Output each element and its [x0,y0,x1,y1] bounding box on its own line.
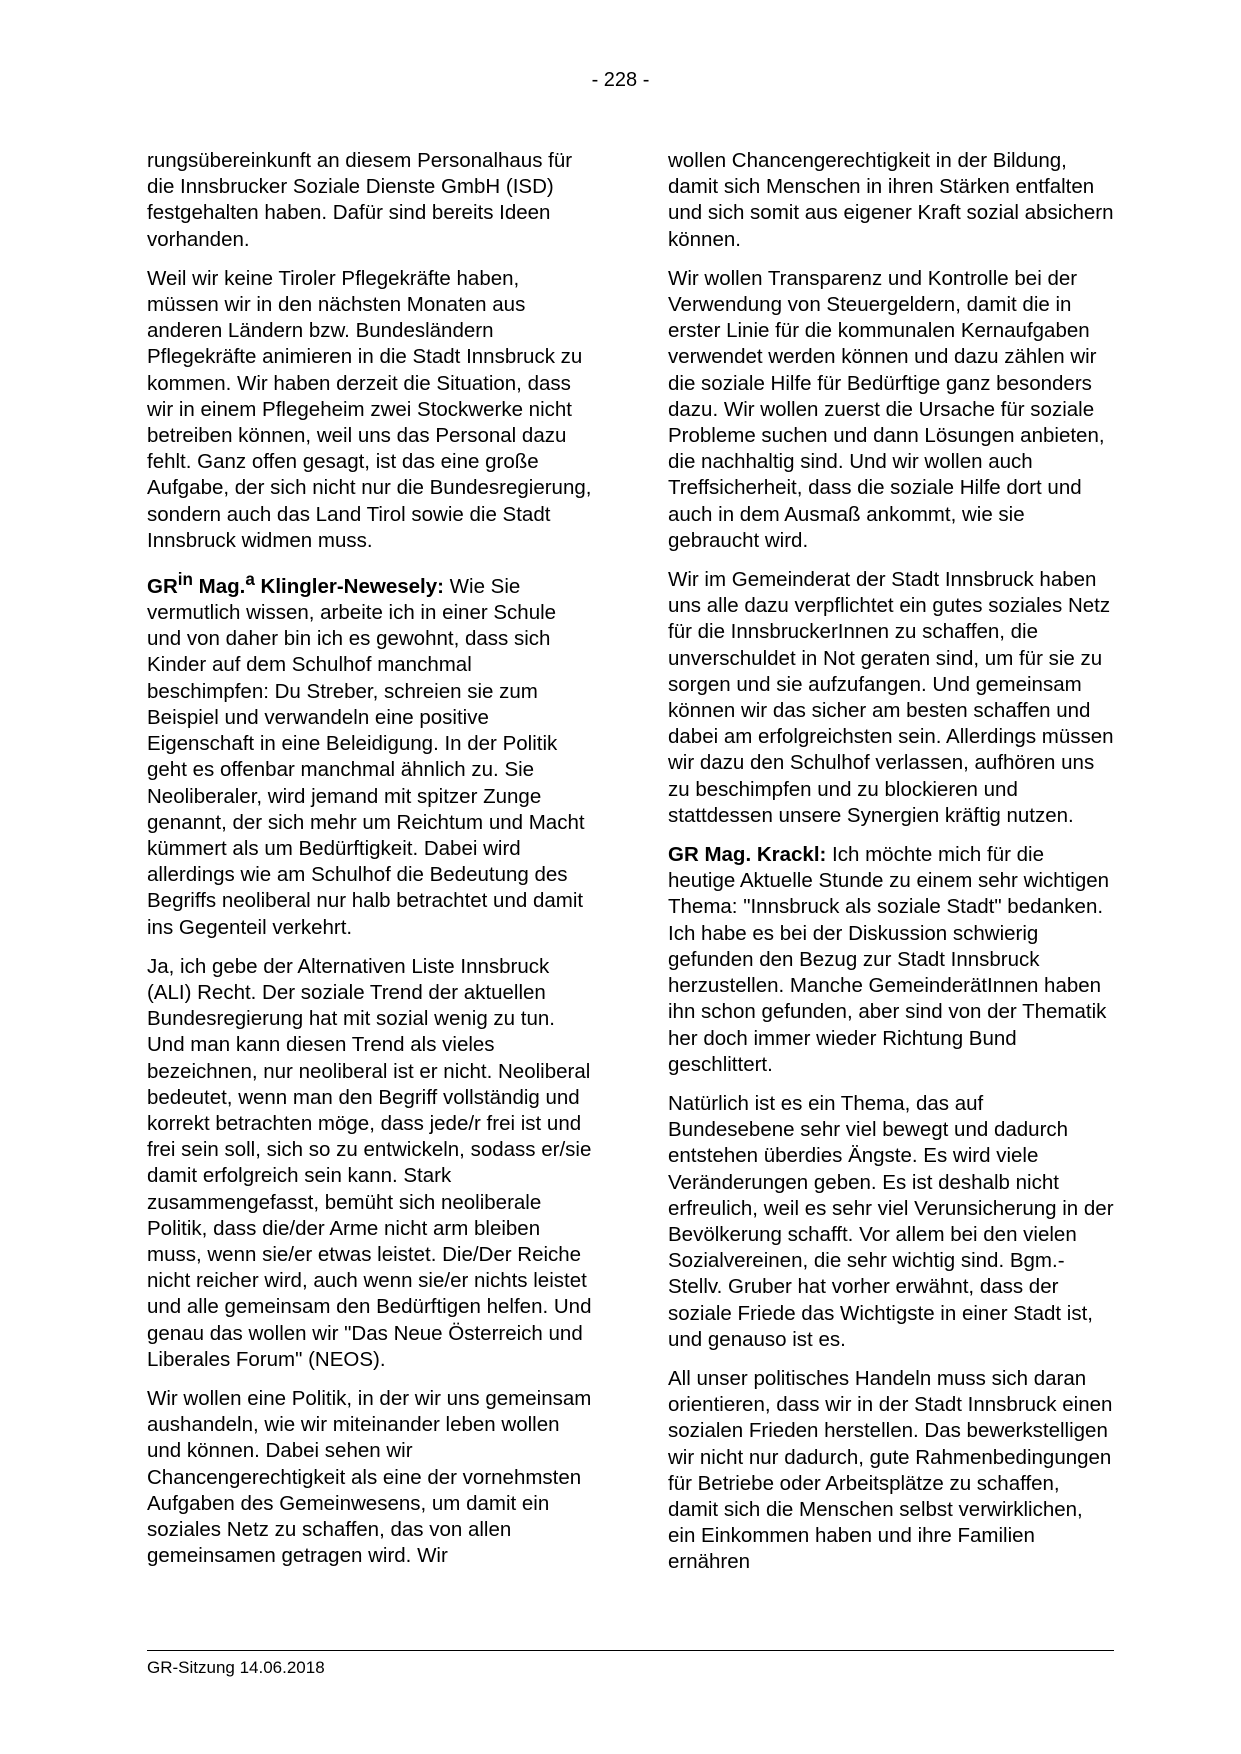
paragraph: Ja, ich gebe der Alternativen Liste Innsbruck (ALI) Recht. Der soziale Trend der aktuellen Bundesregierung hat mit sozial wenig zu tun. Und man kann diesen Trend als vieles bezeichnen, nur neoliberal ist er nicht. Neoliberal bedeutet, wenn man den Begriff vollständig und korrekt betrachten möge, dass jede/r frei ist und frei sein soll, sich so zu entwickeln, sodass er/sie damit erfolgreich sein kann. Stark zusammengefasst, bemüht sich neoliberale Politik, dass die/der Arme nicht arm bleiben muss, wenn sie/er etwas leistet. Die/Der Reiche nicht reicher wird, auch wenn sie/er nichts leistet und alle gemeinsam den Bedürftigen helfen. Und genau das wollen wir "Das Neue Österreich und Liberales Forum" (NEOS). [147,954,592,1371]
speech-paragraph [668,842,1114,1078]
paragraph: Wir wollen eine Politik, in der wir uns gemeinsam aushandeln, wie wir miteinander leben wollen und können. Dabei sehen wir Chancengerechtigkeit als eine der vornehmsten Aufgaben des Gemeinwesens, um damit ein soziales Netz zu schaffen, das von allen gemeinsamen getragen wird. Wir [147,1386,592,1568]
paragraph: All unser politisches Handeln muss sich daran orientieren, dass wir in der Stadt Innsbruck einen sozialen Frieden herstellen. Das bewerkstelligen wir nicht nur dadurch, gute Rahmenbedingungen für Betriebe oder Arbeitsplätze zu schaffen, damit sich die Menschen selbst verwirklichen, ein Einkommen haben und ihre Familien ernähren [668,1366,1113,1574]
paragraph: Natürlich ist es ein Thema, das auf Bundesebene sehr viel bewegt und dadurch entstehen überdies Ängste. Es wird viele Veränderungen geben. Es ist deshalb nicht erfreulich, weil es sehr viel Verunsicherung in der Bevölkerung schafft. Vor allem bei den vielen Sozialvereinen, die sehr wichtig sind. Bgm.-Stellv. Gruber hat vorher erwähnt, dass der soziale Friede das Wichtigste in einer Stadt ist, und genauso ist es. [668,1091,1114,1351]
paragraph: rungsübereinkunft an diesem Personalhaus für die Innsbrucker Soziale Dienste GmbH (ISD) festgehalten haben. Dafür sind bereits Ideen vorhanden. [147,149,573,251]
left-column [147,148,593,1582]
paragraph: Wir wollen Transparenz und Kontrolle bei der Verwendung von Steuergeldern, damit die in erster Linie für die kommunalen Kernaufgaben verwendet werden können und dazu zählen wir die soziale Hilfe für Bedürftige ganz besonders dazu. Wir wollen zuerst die Ursache für soziale Probleme suchen und dann Lösungen anbieten, die nachhaltig sind. Und wir wollen auch Treffsicherheit, dass die soziale Hilfe dort und auch in dem Ausmaß ankommt, wie sie gebraucht wird. [668,266,1105,552]
speech-text: Wie Sie vermutlich wissen, arbeite ich in einer Schule und von daher bin ich es gewohnt, dass sich Kinder auf dem Schulhof manchmal beschimpfen: Du Streber, schreien sie zum Beispiel und verwandeln eine positive Eigenschaft in eine Beleidigung. In der Politik geht es offenbar manchmal ähnlich zu. Sie Neoliberaler, wird jemand mit spitzer Zunge genannt, der sich mehr um Reichtum und Macht kümmert als um Bedürftigkeit. Dabei wird allerdings wie am Schulhof die Bedeutung des Begriffs neoliberal nur halb betrachtet und damit ins Gegenteil verkehrt. [147,574,585,939]
right-column [668,148,1114,1589]
page-number: - 228 - [591,69,650,91]
speech-paragraph [147,567,593,941]
paragraph: Wir im Gemeinderat der Stadt Innsbruck haben uns alle dazu verpflichtet ein gutes soziales Netz für die InnsbruckerInnen zu schaffen, die unverschuldet in Not geraten sind, um für sie zu sorgen und sie aufzufangen. Und gemeinsam können wir das sicher am besten schaffen und dabei am erfolgreichsten sein. Allerdings müssen wir dazu den Schulhof verlassen, aufhören uns zu beschimpfen und zu blockieren und stattdessen unsere Synergien kräftig nutzen. [668,568,1114,827]
speaker-name: GR Mag. Krackl: [668,843,827,867]
footer-divider [147,1650,1114,1651]
paragraph: wollen Chancengerechtigkeit in der Bildung, damit sich Menschen in ihren Stärken entfalten und sich somit aus eigener Kraft sozial absichern können. [668,149,1114,251]
footer-session-date: GR-Sitzung 14.06.2018 [147,1658,325,1677]
paragraph: Weil wir keine Tiroler Pflegekräfte haben, müssen wir in den nächsten Monaten aus anderen Ländern bzw. Bundesländern Pflegekräfte animieren in die Stadt Innsbruck zu kommen. Wir haben derzeit die Situation, dass wir in einem Pflegeheim zwei Stockwerke nicht betreiben können, weil uns das Personal dazu fehlt. Ganz offen gesagt, ist das eine große Aufgabe, der sich nicht nur die Bundesregierung, sondern auch das Land Tirol sowie die Stadt Innsbruck widmen muss. [147,266,592,552]
speech-text: Ich möchte mich für die heutige Aktuelle Stunde zu einem sehr wichtigen Thema: "Innsbruck als soziale Stadt" bedanken. Ich habe es bei der Diskussion schwierig gefunden den Bezug zur Stadt Innsbruck herzustellen. Manche GemeinderätInnen haben ihn schon gefunden, aber sind von der Thematik her doch immer wieder Richtung Bund geschlittert. [668,843,1110,1076]
speaker-name: $GR^{in}$ Mag.$^a$ Klingler-Newesely: [147,570,444,598]
